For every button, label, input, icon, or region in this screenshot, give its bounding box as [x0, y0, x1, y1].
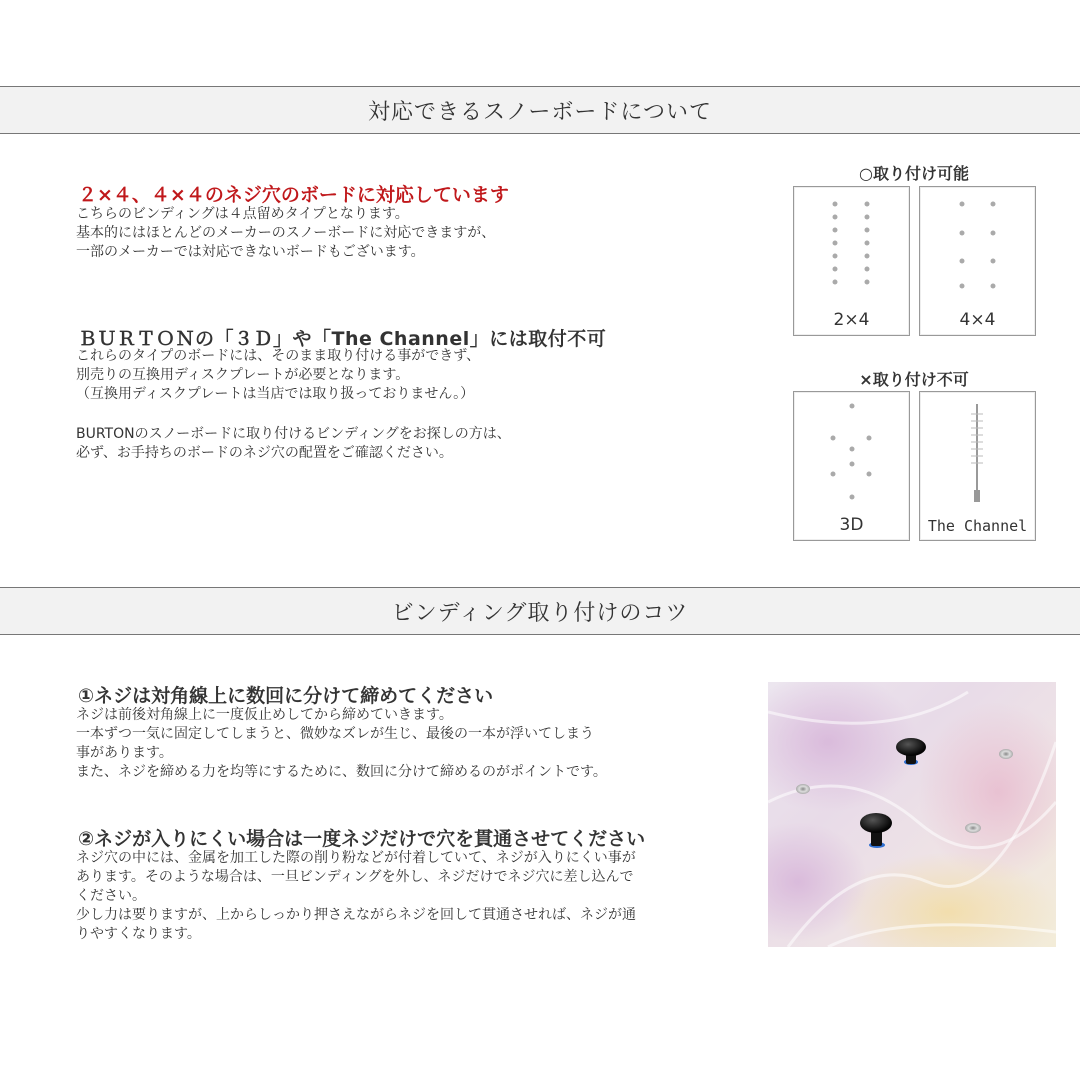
- pattern-card-2x4: [793, 186, 910, 336]
- tip2-body: ネジ穴の中には、金属を加工した際の削り粉などが付着していて、ネジが入りにくい事が あります。そのような場合は、一旦ビンディングを外し、ネジだけでネジ穴に差し込んで ください。 少し力は要りますが、上からしっかり押さえながらネジを回して貫通させれば、ネジが通 りやすくなります。: [76, 850, 636, 942]
- pattern-card-channel: [919, 391, 1036, 541]
- pattern-label: 3D: [839, 515, 864, 535]
- burton-body: これらのタイプのボードには、そのまま取り付ける事ができず、 別売りの互換用ディスクプレートが必要となります。 （互換用ディスクプレートは当店では取り扱っておりません。）: [76, 348, 481, 402]
- compatible-caption: ○取り付け可能: [859, 164, 969, 183]
- pattern-card-3d: [793, 391, 910, 541]
- burton-heading: ＢＵＲＴＯＮの「３Ｄ」や「The Channel」には取付不可: [78, 328, 607, 350]
- section-header-tips: [0, 587, 1080, 635]
- tip1-body: ネジは前後対角線上に一度仮止めしてから締めていきます。 一本ずつ一気に固定してしまうと、微妙なズレが生じ、最後の一本が浮いてしまう 事があります。 また、ネジを締める力を均等にするために、数回に分けて締めるのがポイントです。: [76, 707, 607, 780]
- compat-heading: ２×４、４×４のネジ穴のボードに対応しています: [78, 184, 509, 206]
- section-title: ビンディング取り付けのコツ: [391, 600, 689, 626]
- pattern-label: 2×4: [833, 310, 870, 330]
- pattern-card-4x4: [919, 186, 1036, 336]
- section-header-compatibility: [0, 86, 1080, 134]
- compat-body: こちらのビンディングは４点留めタイプとなります。 基本的にはほとんどのメーカーのスノーボードに対応できますが、 一部のメーカーでは対応できないボードもございます。: [76, 206, 496, 260]
- tip2-heading: ②ネジが入りにくい場合は一度ネジだけで穴を貫通させてください: [78, 828, 646, 850]
- pattern-label: The Channel: [927, 517, 1028, 535]
- screw-photo: [768, 682, 1056, 947]
- tip1-heading: ①ネジは対角線上に数回に分けて締めてください: [78, 685, 494, 707]
- incompatible-caption: ×取り付け不可: [859, 370, 969, 389]
- pattern-label: 4×4: [959, 310, 996, 330]
- burton-note: BURTONのスノーボードに取り付けるビンディングをお探しの方は、 必ず、お手持ちのボードのネジ穴の配置をご確認ください。: [76, 426, 511, 461]
- section-title: 対応できるスノーボードについて: [368, 99, 712, 125]
